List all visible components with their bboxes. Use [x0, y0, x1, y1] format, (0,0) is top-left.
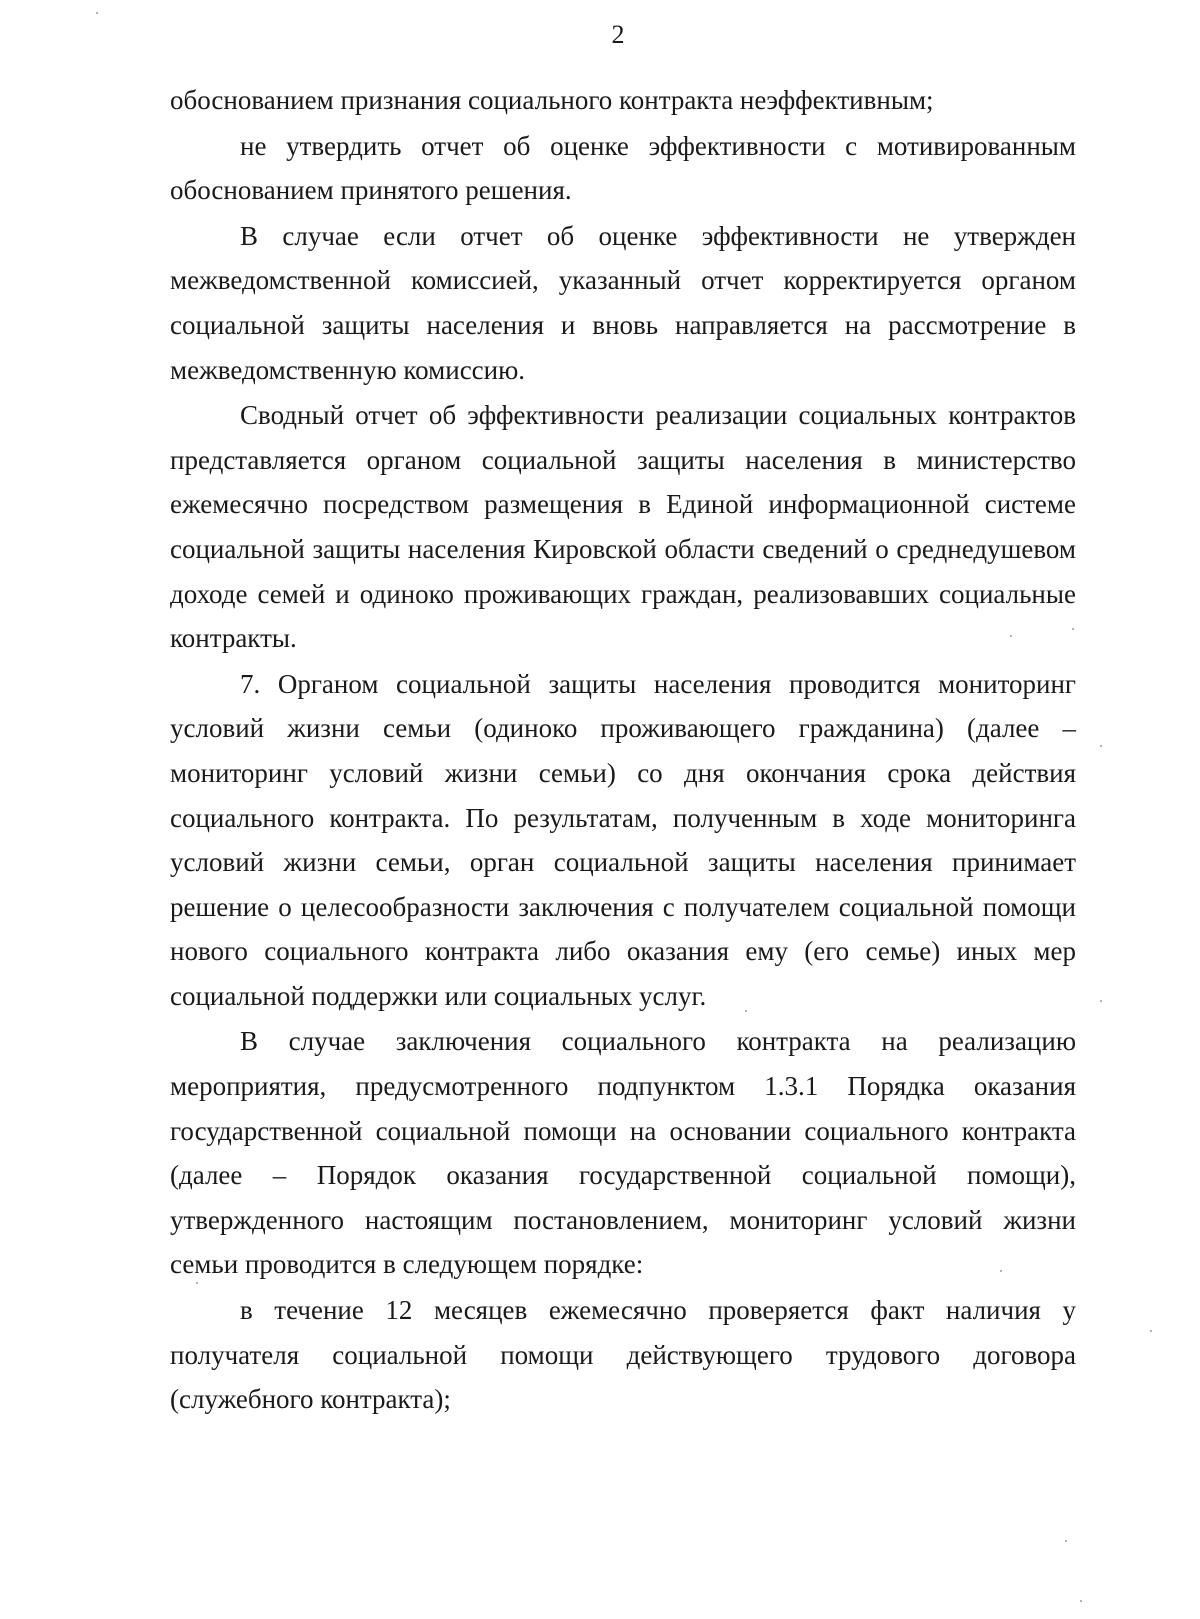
scan-speck [745, 1010, 747, 1012]
paragraph-monthly-check: в течение 12 месяцев ежемесячно проверяется факт наличия у получателя социальной помощи действующего трудового договора (служебного контракта); [170, 1295, 1076, 1415]
scan-speck [1100, 745, 1102, 747]
scan-speck [1100, 1000, 1102, 1002]
paragraph-report-correction: В случае если отчет об оценке эффективности не утвержден межведомственной комиссией, указанный отчет корректируется органом социальной защиты населения и вновь направляется на рассмотрение в межведомственную комиссию. [170, 220, 1076, 385]
scan-speck [1080, 1600, 1082, 1602]
paragraph-summary-report: Сводный отчет об эффективности реализации социальных контрактов представляется органом социальной защиты населения в министерство ежемесячно посредством размещения в Единой информационной системе социальной защиты населения Кировской области сведений о среднедушевом доходе семей и одиноко проживающих граждан, реализовавших социальные контракты. [170, 400, 1076, 654]
scan-speck [196, 1282, 198, 1284]
scan-speck [96, 12, 98, 14]
paragraph-not-approve-report: не утвердить отчет об оценке эффективности с мотивированным обоснованием принятого решения. [170, 130, 1076, 206]
page-number: 2 [611, 20, 625, 49]
scan-speck [1010, 635, 1012, 637]
paragraph-continuation: обоснованием признания социального контракта неэффективным; [170, 85, 934, 115]
scan-speck [1000, 1270, 1002, 1272]
scan-speck [1150, 1330, 1152, 1332]
paragraph-item-7-monitoring: 7. Органом социальной защиты населения проводится мониторинг условий жизни семьи (одиноко проживающего гражданина) (далее – мониторинг условий жизни семьи) со дня окончания срока действия социального контракта. По результатам, полученным в ходе мониторинга условий жизни семьи, орган социальной защиты населения принимает решение о целесообразности заключения с получателем социальной помощи нового социального контракта либо оказания ему (его семье) иных мер социальной поддержки или социальных услуг. [170, 668, 1076, 1011]
document-body [170, 78, 1076, 1423]
scan-speck [1065, 1540, 1067, 1542]
scan-speck [1072, 628, 1074, 630]
paragraph-monitoring-procedure: В случае заключения социального контракта на реализацию мероприятия, предусмотренного подпунктом 1.3.1 Порядка оказания государственной социальной помощи на основании социального контракта (далее – Порядок оказания государственной социальной помощи), утвержденного настоящим постановлением, мониторинг условий жизни семьи проводится в следующем порядке: [170, 1026, 1076, 1280]
